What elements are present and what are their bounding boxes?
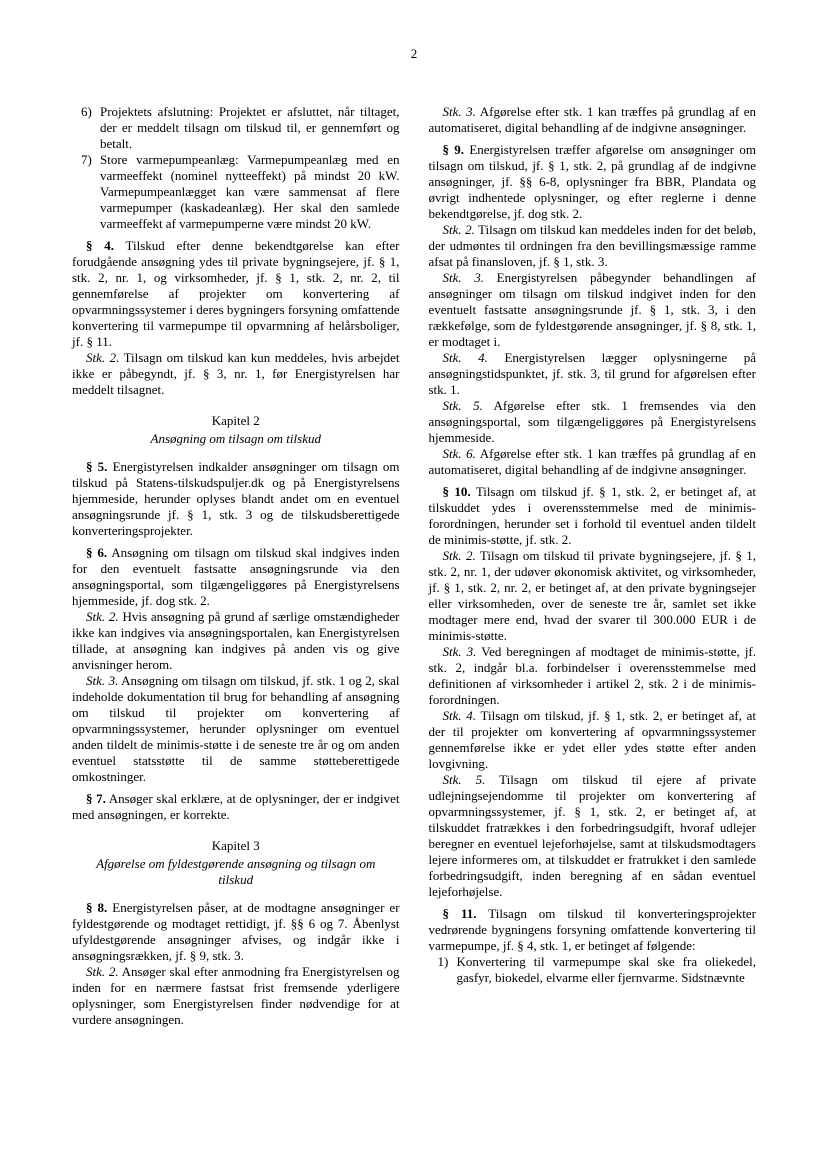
paragraph-text: Energistyrelsen påser, at de modtagne ansøgninger er fyldestgørende og modtaget rettidigt, jf. §§ 6 og 7. Åbenlyst ufyldestgørende ansøgninger afvises, og indgår ikke i ansøgningsrækken, jf. § 9, stk. 3. [72,900,400,963]
paragraph [72,791,400,823]
stk-lead: Stk. 4. [442,708,477,723]
paragraph [429,142,757,222]
stk-lead: Stk. 2. [86,609,119,624]
paragraph [72,673,400,785]
section-lead: § 5. [86,459,108,474]
stk-lead: Stk. 2. [442,548,476,563]
paragraph [72,350,400,398]
section-lead: § 4. [86,238,114,253]
list-item [438,954,757,986]
paragraph-text: Ved beregningen af modtaget de minimis-støtte, jf. stk. 2, indgår bl.a. forbindelser i overensstemmelse med definitionen af virksomheder i artikel 2, stk. 2 i de minimis-forordningen. [428,644,757,707]
stk-lead: Stk. 2. [86,350,120,365]
paragraph-text: Afgørelse efter stk. 1 kan træffes på grundlag af en automatiseret, digital behandling af de indgivne ansøgninger. [428,104,756,135]
stk-lead: Stk. 3. [442,104,476,119]
section-lead: § 9. [442,142,465,157]
list-number: 6) [81,104,92,119]
paragraph-text: Ansøger skal efter anmodning fra Energistyrelsen og inden for en nærmere fastsat frist fremsende yderligere oplysninger, som Energistyrelsen finder nødvendige for at vurdere ansøgningen. [72,964,400,1027]
page-number: 2 [410,46,418,61]
list-text: Projektets afslutning: Projektet er afsluttet, når tiltaget, der er meddelt tilsagn om tilskud til, er gennemført og betalt. [100,104,400,151]
paragraph [429,548,757,644]
paragraph [429,222,757,270]
paragraph-text: Energistyrelsen træffer afgørelse om ansøgninger om tilsagn om tilskud, jf. § 1, stk. 2, på grundlag af de indgivne ansøgninger, jf. §§ 6-8, oplysninger fra BBR, Plandata og øvrigt indhentede oplysninger, og efter reglerne i denne bekendtgørelse, jf. dog stk. 2. [428,142,756,221]
paragraph-text: Tilsagn om tilskud til private bygningsejere, jf. § 1, stk. 2, nr. 1, der udøver økonomisk aktivitet, og virksomheder, jf. § 1, stk. 2, nr. 2, er betinget af, at den private bygningsejer eller virksomheden, over de seneste tre år, samlet set ikke modtager mere end, hvad der svarer til 300.000 EUR i de minimis-støtte. [428,548,756,643]
paragraph-text: Tilsagn om tilskud, jf. § 1, stk. 2, er betinget af, at der til projekter om konvertering af opvarmningssystemer gennemførelse ikke er ydet eller ydes støtte efter anden lovgivning. [428,708,756,771]
column-right [429,104,757,1028]
paragraph [429,772,757,900]
list-text: Konvertering til varmepumpe skal ske fra oliekedel, gasfyr, biokedel, elvarme eller fjernvarme. Sidstnævnte [456,954,756,985]
list-number: 1) [437,954,449,969]
chapter-title: Afgørelse om fyldestgørende ansøgning og tilsagn om tilskud [96,856,376,887]
paragraph-text: Tilskud efter denne bekendtgørelse kan efter forudgående ansøgning ydes til private bygningsejere, jf. § 1, stk. 2, nr. 1, og virksomheder, jf. § 1, stk. 2, nr. 2, til gennemførelse af projekter om konvertering af opvarmningssystemer i deres bygningers forsyning omfattende konvertering til varmepumpe til opvarmning af helårsboliger, jf. § 11. [72,238,400,349]
paragraph [429,484,757,548]
paragraph [429,906,757,954]
paragraph [72,238,400,350]
chapter-title: Ansøgning om tilsagn om tilskud [150,431,321,446]
paragraph [429,104,757,136]
paragraph-text: Ansøgning om tilsagn om tilskud skal indgives inden for den eventuelt fastsatte ansøgningsrunde via den ansøgningsportal, som tilgængeliggøres på Energistyrelsens hjemmeside, jf. dog stk. 2. [72,545,400,608]
stk-lead: Stk. 3. [442,270,485,285]
stk-lead: Stk. 4. [442,350,488,365]
paragraph [429,350,757,398]
list-number: 7) [81,152,92,167]
stk-lead: Stk. 3. [86,673,119,688]
paragraph [429,644,757,708]
paragraph [429,398,757,446]
paragraph-text: Tilsagn om tilskud kan kun meddeles, hvis arbejdet ikke er påbegyndt, jf. § 3, nr. 1, før Energistyrelsen har meddelt tilsagnet. [72,350,400,397]
paragraph-text: Tilsagn om tilskud kan meddeles inden for det beløb, der udmøntes til ordningen fra den bevillingsmæssige ramme afsat på finansloven, jf. § 1, stk. 3. [428,222,756,269]
chapter-heading: Kapitel 3 [211,838,260,853]
stk-lead: Stk. 5. [442,398,483,413]
paragraph [72,609,400,673]
section-lead: § 10. [442,484,471,499]
paragraph-text: Tilsagn om tilskud jf. § 1, stk. 2, er betinget af, at tilskuddet ydes i overensstemmelse med de minimis-forordningen, herunder set i forhold til eventuel anden tildelt de minimis-støtte, jf. stk. 2. [428,484,757,547]
paragraph-text: Ansøgning om tilsagn om tilskud, jf. stk. 1 og 2, skal indeholde dokumentation til brug for behandling af ansøgning om tilskud til projekter om konvertering af opvarmningssystemer, herunder oplysninger om eventuel anden tildelt de minimis-støtte i de seneste tre år og om anden eventuel statsstøtte til de samme støtteberettigede omkostninger. [72,673,400,784]
list-item [81,104,400,152]
paragraph [429,708,757,772]
stk-lead: Stk. 5. [442,772,486,787]
paragraph-text: Energistyrelsen påbegynder behandlingen af ansøgninger om tilsagn om tilskud indgivet inden for den eventuelt fastsatte ansøgningsrunde jf. § 1, stk. 3, i den rækkefølge, som de fyldestgørende ansøgninger, jf. § 8, stk. 1, er modtaget i. [428,270,756,349]
two-column-layout [72,104,756,1028]
section-lead: § 7. [86,791,106,806]
section-lead: § 6. [86,545,108,560]
paragraph-text: Hvis ansøgning på grund af særlige omstændigheder ikke kan indgives via ansøgningsportalen, kan Energistyrelsen tillade, at ansøgning kan indgives på anden vis og give anvisninger herom. [72,609,400,672]
paragraph-text: Afgørelse efter stk. 1 kan træffes på grundlag af en automatiseret, digital behandling af de indgivne ansøgninger. [428,446,756,477]
paragraph-text: Tilsagn om tilskud til konverteringsprojekter vedrørende bygningens forsyning omfattende konvertering til varmepumpe, jf. § 4, stk. 1, er betinget af følgende: [428,906,756,953]
paragraph [72,964,400,1028]
paragraph [429,270,757,350]
section-lead: § 11. [442,906,477,921]
paragraph-text: Tilsagn om tilskud til ejere af private udlejningsejendomme til projekter om konvertering af opvarmningssystemer, jf. § 1, stk. 2, er betinget af, at tilskuddet fratrækkes i den forbedringsudgift, hvoraf udlejer beregner en eventuel lejeforhøjelse, samt at tilskudsmodtagers lejere informeres om, at tilskuddet er fratrukket i den samlede forbedringsudgift, inden beregning af en sådan eventuel lejeforhøjelse. [428,772,757,899]
paragraph-text: Afgørelse efter stk. 1 fremsendes via den ansøgningsportal, som tilgængeliggøres på Energistyrelsens hjemmeside. [428,398,756,445]
paragraph [72,545,400,609]
chapter-heading: Kapitel 2 [211,413,260,428]
list-item [81,152,400,232]
section-lead: § 8. [86,900,108,915]
stk-lead: Stk. 3. [442,644,477,659]
paragraph-text: Energistyrelsen indkalder ansøgninger om tilsagn om tilskud på Statens-tilskudspuljer.dk og på Energistyrelsens hjemmeside, herunder oplyses blandt andet om en eventuel ansøgningsrunde jf. § 1, stk. 3 og de tilskudsberettigede konverteringsprojekter. [72,459,400,538]
paragraph-text: Ansøger skal erklære, at de oplysninger, der er indgivet med ansøgningen, er korrekte. [72,791,400,822]
paragraph-text: Energistyrelsen lægger oplysningerne på ansøgningstidspunktet, jf. stk. 3, til grund for afgørelsen efter stk. 1. [428,350,757,397]
paragraph [72,459,400,539]
paragraph [429,446,757,478]
stk-lead: Stk. 2. [86,964,119,979]
paragraph [72,900,400,964]
column-left [72,104,400,1028]
stk-lead: Stk. 6. [442,446,476,461]
stk-lead: Stk. 2. [442,222,475,237]
list-text: Store varmepumpeanlæg: Varmepumpeanlæg med en varmeeffekt (nominel nytteeffekt) på mindst 20 kW. Varmepumpeanlægget kan være sammensat af flere varmepumper (kaskadeanlæg). Her skal den samlede varmeeffekt af varmepumperne være mindst 20 kW. [100,152,400,231]
